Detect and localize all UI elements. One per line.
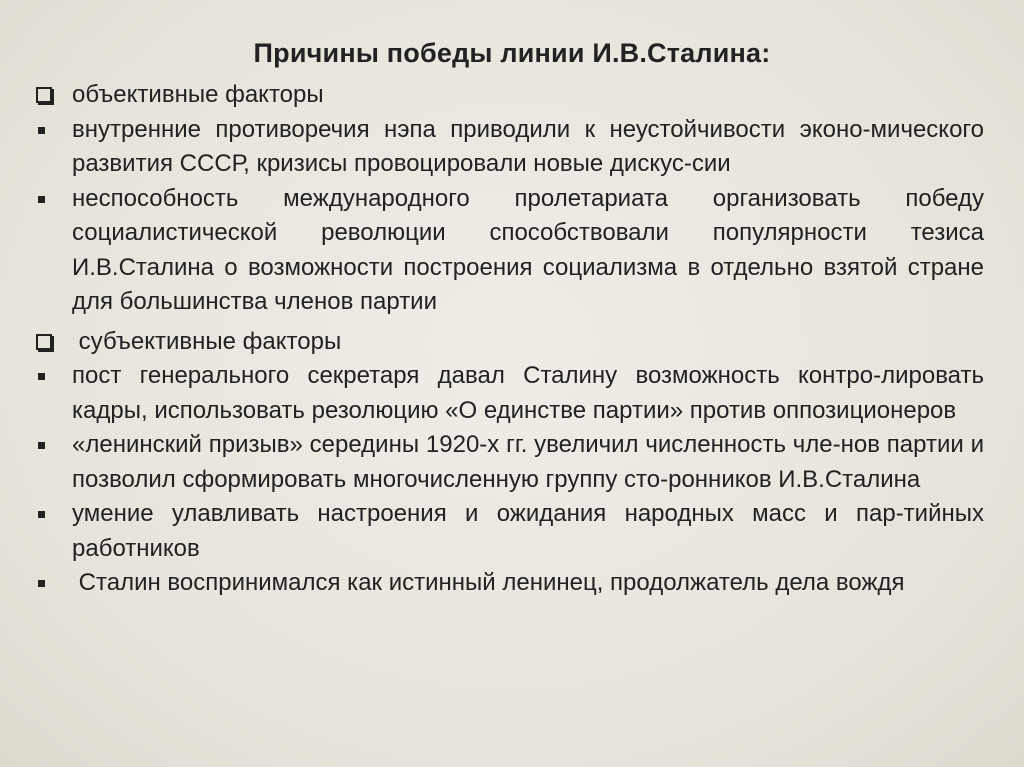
item-text: неспособность международного пролетариата организовать победу социалистической революции способствовали популярности тезиса И.В.Сталина о возможности построения социализма в отдельно взятой стране для большинства членов партии	[72, 184, 984, 315]
item-text: объективные факторы	[72, 81, 324, 108]
item-text: «ленинский призыв» середины 1920-х гг. увеличил численность чле-нов партии и позволил сформировать многочисленную группу сто-ронников И.В.Сталина	[72, 431, 984, 493]
square-bullet-icon	[38, 580, 45, 587]
bullet-item	[34, 359, 984, 428]
square-bullet-icon	[38, 442, 45, 449]
bullet-item	[34, 113, 984, 182]
checkbox-icon	[36, 334, 52, 350]
slide-content	[34, 76, 984, 601]
item-text: внутренние противоречия нэпа приводили к неустойчивости эконо-мического развития СССР, кризисы провоцировали новые дискус-сии	[72, 115, 984, 177]
bullet-item	[34, 428, 984, 497]
item-text: умение улавливать настроения и ожидания народных масс и пар-тийных работников	[72, 500, 984, 562]
bullet-item	[34, 497, 984, 566]
square-bullet-icon	[38, 196, 45, 203]
item-text: Сталин воспринимался как истинный ленинец, продолжатель дела вождя	[72, 569, 905, 596]
item-text: пост генерального секретаря давал Сталину возможность контро-лировать кадры, использовать резолюцию «О единстве партии» против оппозиционеров	[72, 362, 984, 424]
square-bullet-icon	[38, 511, 45, 518]
slide-title: Причины победы линии И.В.Сталина:	[253, 38, 771, 68]
item-text: субъективные факторы	[72, 327, 342, 355]
category-subjective-factors	[34, 325, 984, 360]
bullet-item	[34, 182, 984, 320]
bullet-item	[34, 566, 984, 601]
category-objective-factors	[34, 78, 984, 113]
square-bullet-icon	[38, 373, 45, 380]
square-bullet-icon	[38, 127, 45, 134]
checkbox-icon	[36, 87, 52, 103]
